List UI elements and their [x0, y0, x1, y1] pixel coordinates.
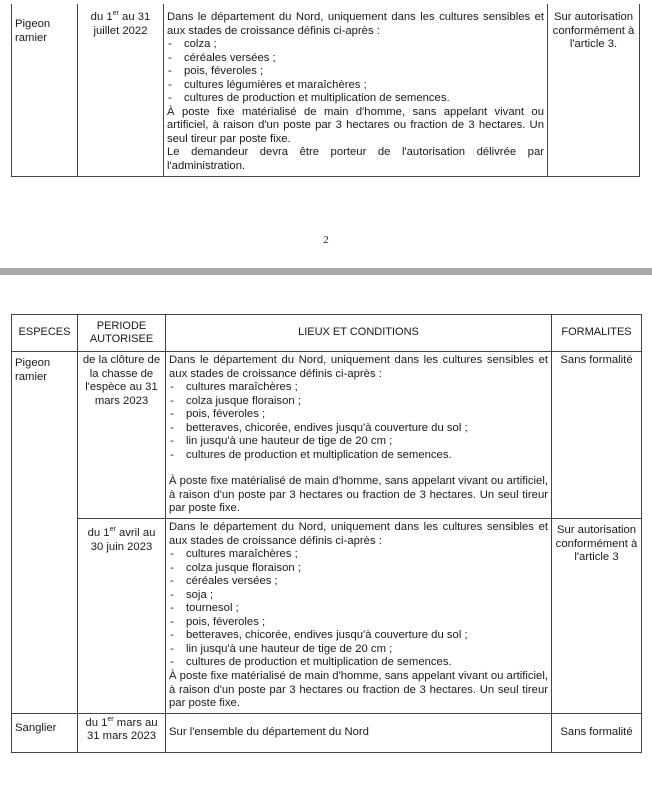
list-item: - colza jusque floraison ; [169, 562, 548, 576]
conditions-paragraph: Le demandeur devra être porteur de l'autorisation délivrée par l'administration. [167, 146, 544, 173]
conditions-paragraph: À poste fixe matérialisé de main d'homme, sans appelant vivant ou artificiel, à raison d'un poste par 3 hectares ou fraction de 3 hectares. Un seul tireur par poste fixe. [169, 475, 548, 515]
period-cell: de la clôture de la chasse de l'espèce au 31 mars 2023 [78, 352, 166, 519]
period-text: avril au 30 juin 2023 [90, 527, 156, 553]
period-cell [78, 519, 166, 714]
period-text: mars au 31 mars 2023 [86, 716, 158, 743]
spacer [169, 462, 548, 475]
conditions-paragraph: À poste fixe matérialisé de main d'homme, sans appelant vivant ou artificiel, à raison d'un poste par 3 hectares ou fraction de 3 hectares. Un seul tireur par poste fixe. [169, 670, 548, 710]
list-item: - pois, féveroles ; [167, 65, 544, 79]
conditions-paragraph: À poste fixe matérialisé de main d'homme, sans appelant vivant ou artificiel, à raison d'un poste par 3 hectares ou fraction de 3 hectares. Un seul tireur par poste fixe. [167, 105, 544, 145]
list-item: - colza jusque floraison ; [169, 395, 548, 409]
list-item: - pois, féveroles ; [169, 408, 548, 422]
crop-list [169, 548, 548, 670]
list-item: - lin jusqu'à une hauteur de tige de 20 cm ; [169, 435, 548, 449]
list-item: - soja ; [169, 589, 548, 603]
crop-list [167, 38, 544, 106]
header-lieux: LIEUX ET CONDITIONS [166, 315, 552, 352]
formalities-cell: Sur autorisation conformément à l'article 3 [552, 519, 642, 714]
period-sup: er [107, 715, 114, 723]
table-row [12, 713, 642, 752]
period-cell [78, 713, 166, 752]
page-separator [0, 268, 652, 275]
period-text: au 31 juillet 2022 [93, 11, 151, 37]
list-item: - cultures de production et multiplication de semences. [167, 92, 544, 106]
formalities-cell: Sans formalité [552, 713, 642, 752]
list-item: - cultures maraîchères ; [169, 381, 548, 395]
list-item: - céréales versées ; [167, 52, 544, 66]
header-formalities: FORMALITES [552, 315, 642, 352]
page-number: 2 [323, 234, 329, 246]
list-item: - betteraves, chicorée, endives jusqu'à couverture du sol ; [169, 629, 548, 643]
list-item: - cultures de production et multiplication de semences. [169, 449, 548, 463]
top-table [11, 4, 640, 177]
list-item: - betteraves, chicorée, endives jusqu'à couverture du sol ; [169, 422, 548, 436]
main-table [11, 314, 642, 753]
period-text: du 1 [90, 11, 113, 23]
formalities-cell: Sur autorisation conformément à l'article 3. [548, 4, 640, 176]
list-item: - céréales versées ; [169, 575, 548, 589]
conditions-intro: Dans le département du Nord, uniquement dans les cultures sensibles et aux stades de croissance définis ci-après : [169, 354, 548, 380]
conditions-cell [166, 352, 552, 519]
list-item: - cultures légumières et maraîchères ; [167, 79, 544, 93]
list-item: - cultures maraîchères ; [169, 548, 548, 562]
header-period: PERIODE AUTORISEE [78, 315, 166, 352]
species-cell: Pigeon ramier [12, 4, 78, 176]
header-species: ESPECES [12, 315, 78, 352]
conditions-cell: Sur l'ensemble du département du Nord [166, 713, 552, 752]
period-cell [78, 4, 164, 176]
list-item: - colza ; [167, 38, 544, 52]
table-row [12, 519, 642, 714]
crop-list [169, 381, 548, 462]
species-cell: Sanglier [12, 713, 78, 752]
header-row [12, 315, 642, 352]
period-sup: er [109, 526, 116, 534]
list-item: - lin jusqu'à une hauteur de tige de 20 cm ; [169, 643, 548, 657]
period-text: du 1 [87, 527, 110, 540]
species-cell: Pigeon ramier [12, 352, 78, 714]
period-text: du 1 [85, 716, 108, 729]
conditions-cell [166, 519, 552, 714]
table-row [12, 352, 642, 519]
conditions-cell [164, 4, 548, 176]
conditions-intro: Dans le département du Nord, uniquement dans les cultures sensibles et aux stades de croissance définis ci-après : [169, 521, 548, 547]
conditions-intro: Dans le département du Nord, uniquement dans les cultures sensibles et aux stades de croissance définis ci-après : [167, 11, 544, 37]
list-item: - tournesol ; [169, 602, 548, 616]
formalities-cell: Sans formalité [552, 352, 642, 519]
list-item: - pois, féveroles ; [169, 616, 548, 630]
table-row [12, 4, 640, 176]
list-item: - cultures de production et multiplication de semences. [169, 656, 548, 670]
period-sup: er [112, 10, 119, 18]
